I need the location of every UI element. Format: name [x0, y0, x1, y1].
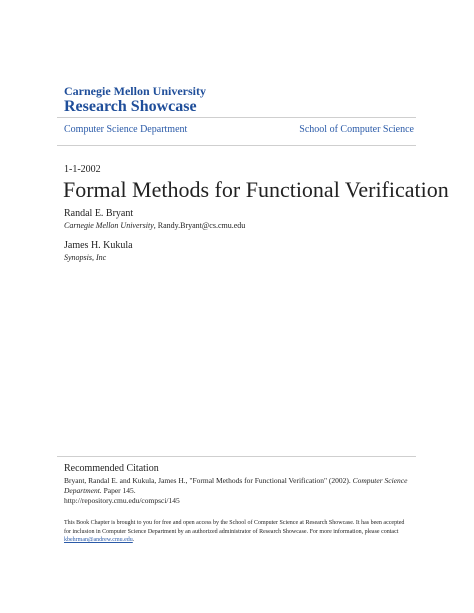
citation-divider: [57, 456, 416, 457]
document-title: Formal Methods for Functional Verification: [63, 177, 449, 202]
citation-source: Computer Science Department.: [64, 476, 408, 495]
author-affiliation-line: Carnegie Mellon University, Randy.Bryant@cs.cmu.edu: [64, 221, 246, 230]
author-block: [64, 208, 245, 232]
author-affiliation: Synopsis, Inc: [64, 253, 107, 262]
author-name: James H. Kukula: [64, 240, 133, 251]
citation-heading: Recommended Citation: [64, 463, 159, 474]
citation-body: Bryant, Randal E. and Kukula, James H., "Formal Methods for Functional Verification" (2002).: [64, 476, 353, 485]
contact-email-link[interactable]: kbehrman@andrew.cmu.edu: [64, 537, 133, 543]
school-link[interactable]: School of Computer Science: [299, 124, 414, 135]
research-showcase-title: Research Showcase: [64, 98, 197, 115]
author-affiliation: Carnegie Mellon University: [64, 221, 154, 230]
access-notice-end: .: [132, 537, 135, 543]
access-notice-text: This Book Chapter is brought to you for free and open access by the School of Computer Science at Research Showcase. It has been accepted for inclusion in Computer Science Department by an authorized administrator of Research Showcase. For more information, please contact: [64, 520, 405, 535]
author-affiliation-line: [64, 252, 133, 264]
author-block: [64, 240, 133, 264]
citation-url[interactable]: http://repository.cmu.edu/compsci/145: [64, 496, 180, 505]
access-notice: [64, 519, 409, 545]
citation-paper: Paper 145.: [101, 486, 136, 495]
university-name: Carnegie Mellon University: [64, 84, 206, 98]
department-link[interactable]: Computer Science Department: [64, 124, 188, 135]
citation-text: [64, 476, 424, 506]
publication-date: 1-1-2002: [64, 164, 101, 175]
nav-divider: [57, 145, 416, 146]
author-email[interactable]: Randy.Bryant@cs.cmu.edu: [157, 221, 246, 230]
repository-brand[interactable]: [64, 84, 206, 116]
author-name: Randal E. Bryant: [64, 208, 134, 219]
top-divider: [57, 117, 416, 118]
